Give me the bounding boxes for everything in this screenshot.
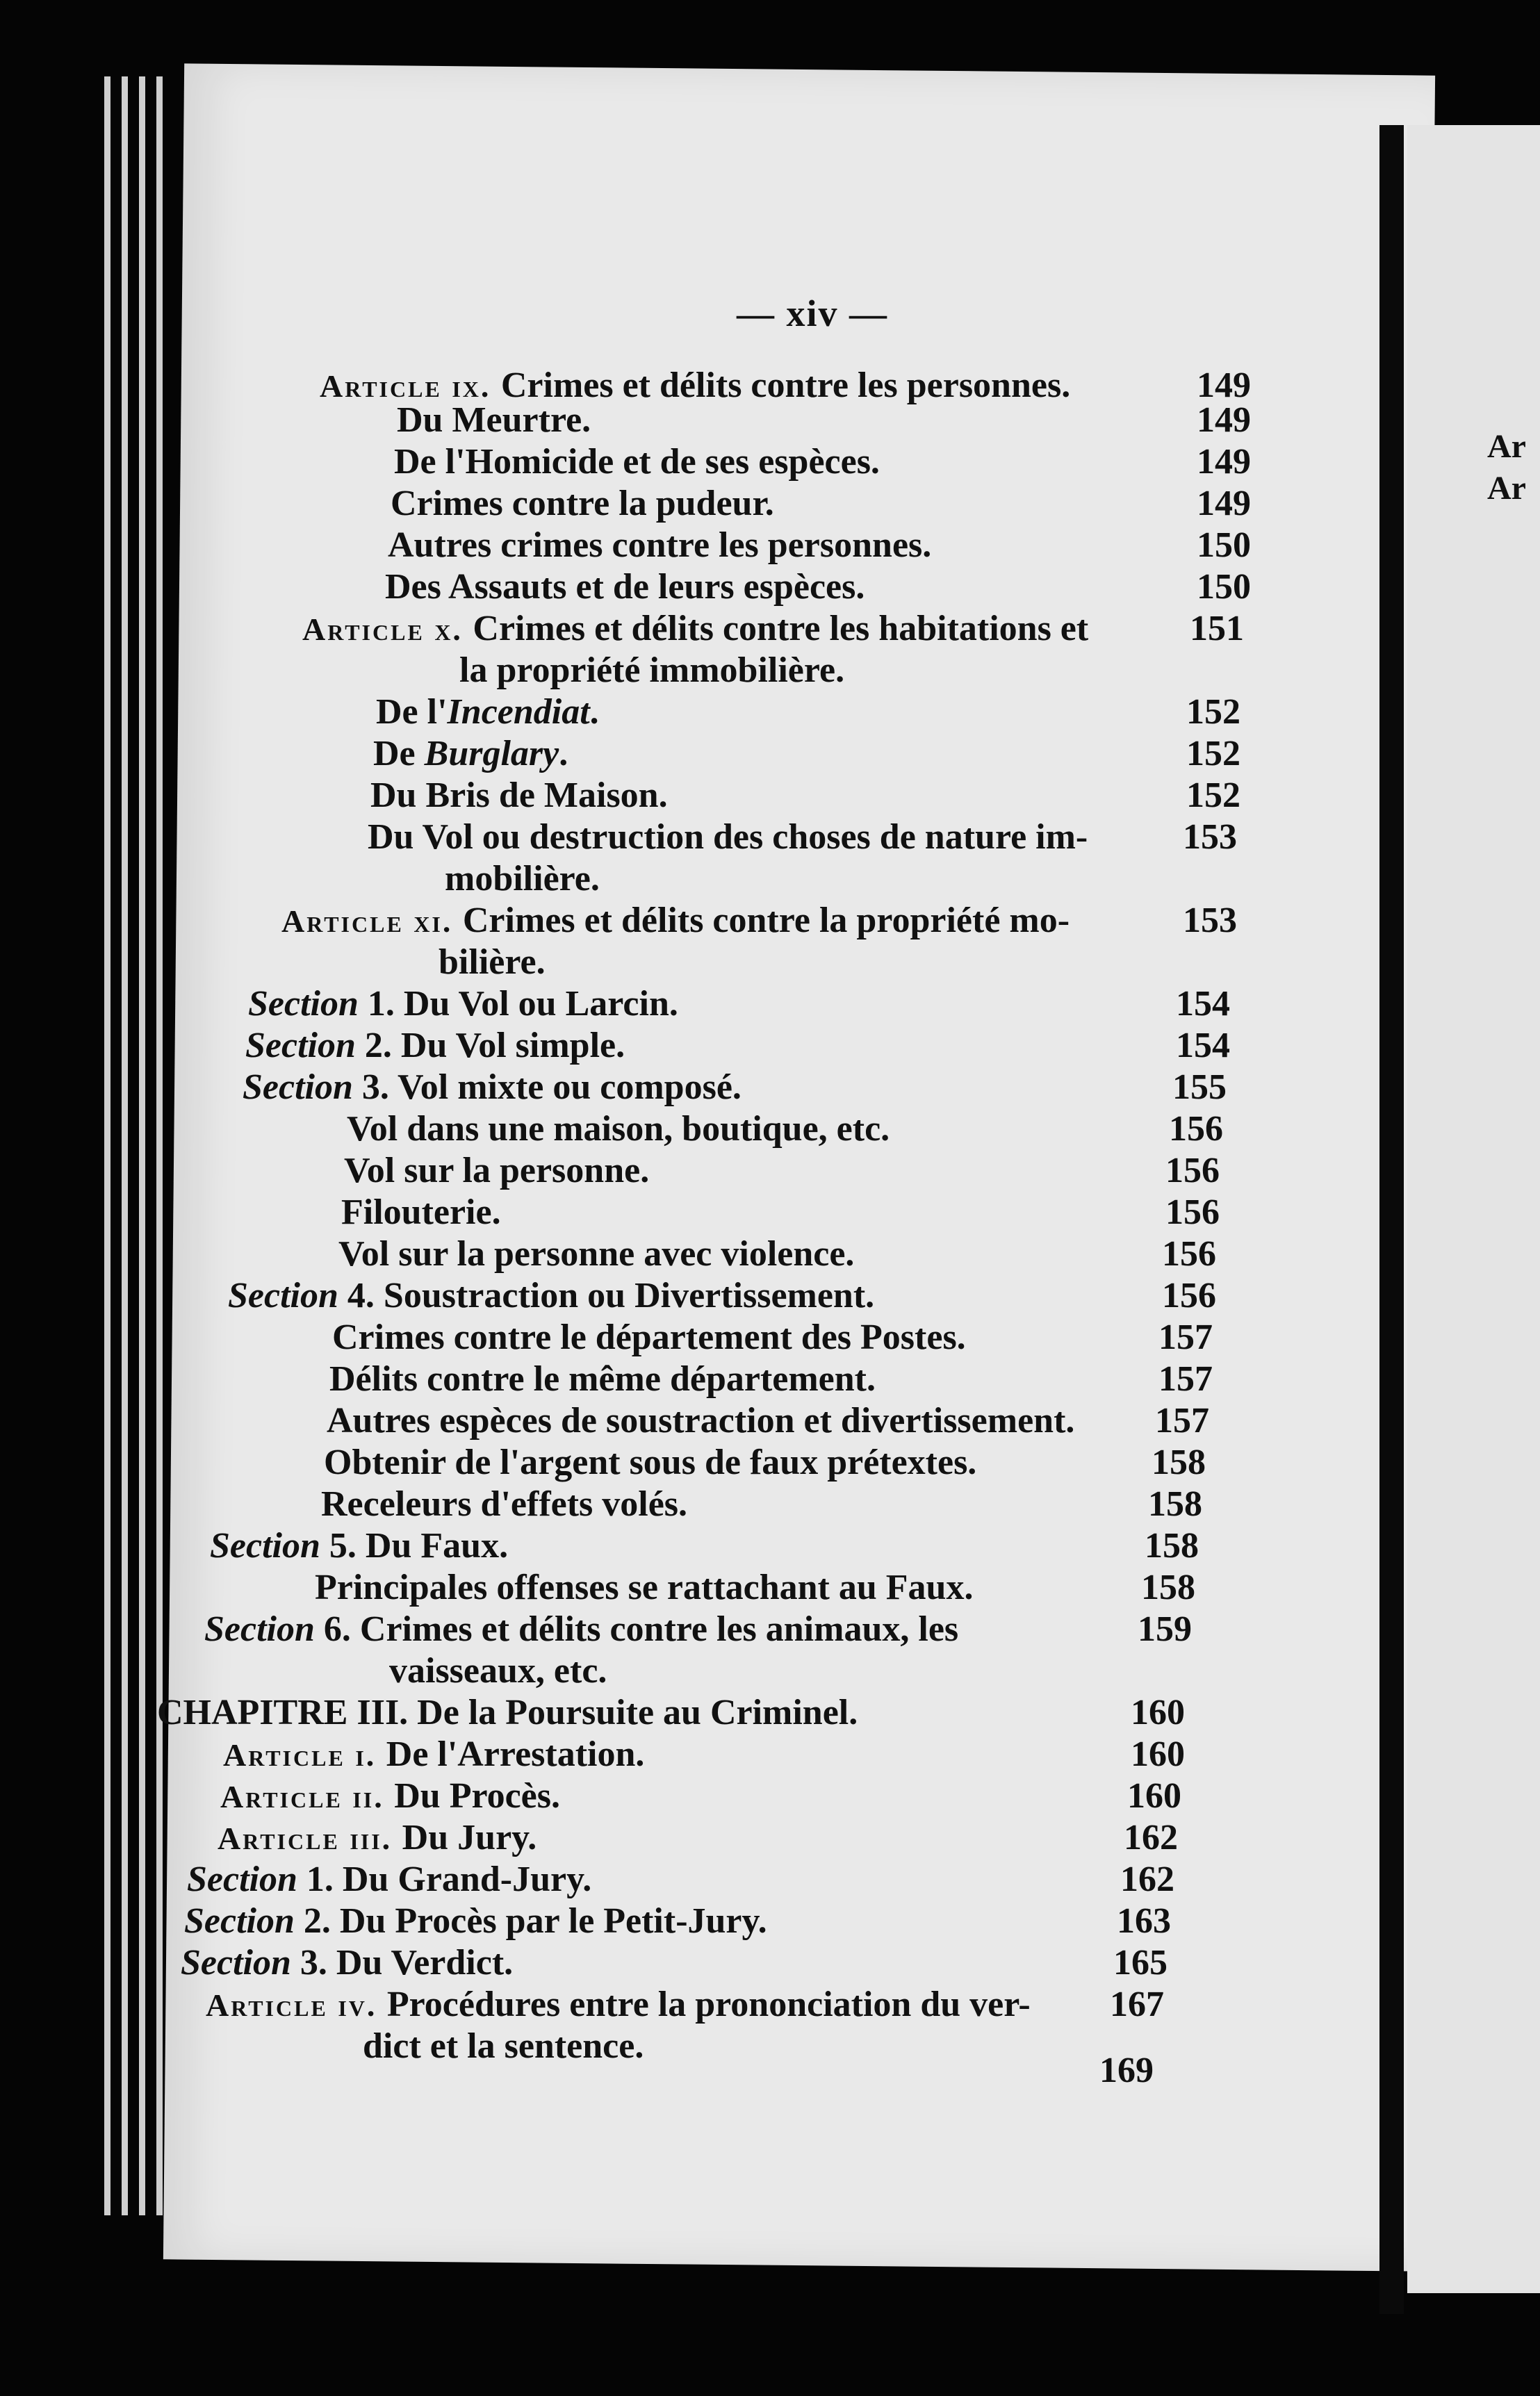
section-label: Section [204, 1609, 315, 1649]
entry-text: Délits contre le même département. [329, 1359, 876, 1399]
section-label: Section [248, 984, 359, 1024]
entry-text: Du Procès. [394, 1776, 560, 1816]
entry-text: Filouterie. [341, 1192, 501, 1232]
page-header: — xiv — [737, 293, 889, 334]
entry-text: Du Verdict. [336, 1943, 514, 1983]
toc-entry-sub [321, 1484, 687, 1525]
page-number: 158 [1141, 1568, 1195, 1607]
entry-text: la propriété immobilière. [459, 650, 845, 690]
article-number: iv. [327, 1987, 387, 2023]
page-number: 167 [1110, 1985, 1164, 2024]
article-number: ix. [441, 368, 501, 404]
article-number: ii. [342, 1779, 395, 1814]
section-number: 1. [297, 1860, 343, 1899]
article-number: iii. [339, 1821, 402, 1856]
toc-entry-sub [368, 817, 1088, 858]
toc-entry-section [210, 1525, 508, 1567]
toc-entry-section [204, 1609, 958, 1650]
toc-entry-section [184, 1901, 767, 1942]
entry-text: Autres crimes contre les personnes. [388, 525, 932, 565]
page-number: 157 [1155, 1401, 1209, 1441]
article-number: xi. [403, 903, 463, 939]
page-number: 149 [1197, 400, 1251, 440]
toc-entry-article [281, 900, 1070, 942]
entry-text: Du Bris de Maison. [370, 776, 668, 815]
entry-text: Du Procès par le Petit-Jury. [339, 1901, 767, 1941]
entry-text: Crimes et délits contre les animaux, les [359, 1609, 959, 1649]
entry-text: Principales offenses se rattachant au Faux. [315, 1568, 974, 1607]
page-number: 155 [1172, 1067, 1227, 1107]
entry-text: De l'Arrestation. [386, 1734, 645, 1774]
page-number: 149 [1197, 484, 1251, 523]
page-number: 156 [1162, 1234, 1216, 1274]
entry-text: Crimes contre le département des Postes. [332, 1318, 966, 1357]
entry-text: Crimes et délits contre la propriété mo- [462, 901, 1070, 940]
toc-entry-sub [324, 1442, 976, 1484]
article-label: Article [206, 1987, 328, 2023]
entry-text-prefix: De l' [376, 692, 448, 732]
entry-text-suffix: . [589, 692, 599, 732]
article-label: Article [320, 368, 442, 404]
toc-entry-sub [385, 566, 865, 608]
toc-entry-article [223, 1734, 644, 1776]
toc-entry-cont [439, 942, 546, 983]
toc-entry-sub [376, 691, 599, 733]
page-number: 152 [1186, 734, 1240, 773]
article-label: Article [281, 903, 404, 939]
entry-text: Du Grand-Jury. [342, 1860, 592, 1899]
section-number: 6. [314, 1609, 360, 1649]
section-label: Section [184, 1901, 295, 1941]
page-number: 158 [1145, 1526, 1199, 1566]
section-number: 3. [352, 1067, 398, 1107]
toc-entry-cont [445, 858, 600, 900]
toc-entry-sub [329, 1359, 876, 1400]
article-label: Article [223, 1737, 345, 1773]
entry-text: Autres espèces de soustraction et divertissement. [327, 1401, 1075, 1441]
toc-entry-sub [344, 1150, 649, 1192]
page-number: 153 [1183, 817, 1237, 857]
page-number: 163 [1117, 1901, 1171, 1941]
entry-text: bilière. [439, 942, 546, 982]
article-number: i. [345, 1737, 386, 1773]
toc-entry-sub [388, 525, 931, 566]
page-number: 156 [1165, 1151, 1220, 1190]
toc-entry-article [220, 1775, 560, 1818]
section-number: 5. [320, 1526, 366, 1566]
page-number: 159 [1138, 1609, 1192, 1649]
entry-text: Obtenir de l'argent sous de faux prétextes. [324, 1443, 977, 1482]
page-number: 149 [1197, 442, 1251, 482]
toc-entry-sub [338, 1233, 854, 1275]
entry-text-italic: Incendiat [447, 692, 590, 732]
toc-entry-cont [363, 2026, 644, 2067]
page-number: 150 [1197, 525, 1251, 565]
entry-text: Crimes et délits contre les habitations et [473, 609, 1089, 648]
entry-text: Du Vol ou Larcin. [403, 984, 678, 1024]
page-number: 157 [1158, 1318, 1213, 1357]
toc-entry-article [302, 608, 1088, 650]
entry-text: Crimes et délits contre les personnes. [500, 366, 1071, 405]
entry-text: Du Jury. [402, 1818, 537, 1857]
entry-text: Soustraction ou Divertissement. [383, 1276, 875, 1315]
section-number: 3. [290, 1943, 336, 1983]
toc-entry-section [228, 1275, 874, 1317]
page-number: 153 [1183, 901, 1237, 940]
section-label: Section [243, 1067, 353, 1107]
toc-entry-section [245, 1025, 625, 1067]
page-number: 160 [1131, 1693, 1185, 1732]
page-number: 152 [1186, 692, 1240, 732]
article-label: Article [218, 1821, 340, 1856]
section-number: 2. [294, 1901, 340, 1941]
entry-text: Vol sur la personne. [344, 1151, 650, 1190]
page-number: 149 [1197, 366, 1251, 405]
facing-page-fragment: Ar [1487, 470, 1526, 507]
section-label: Section [245, 1026, 356, 1065]
toc-entry-sub [327, 1400, 1074, 1442]
page-number: 150 [1197, 567, 1251, 607]
page-number: 156 [1162, 1276, 1216, 1315]
toc-entry-section [248, 983, 678, 1025]
toc-entry-sub [373, 733, 568, 775]
page-number: 169 [1099, 2051, 1154, 2090]
entry-text: Vol sur la personne avec violence. [338, 1234, 855, 1274]
entry-text: Du Vol simple. [400, 1026, 625, 1065]
toc-entry-section [181, 1942, 513, 1984]
toc-entry-sub [394, 441, 880, 483]
entry-text: vaisseaux, etc. [389, 1651, 607, 1691]
entry-text-prefix: De [373, 734, 425, 773]
entry-text: CHAPITRE III. De la Poursuite au Criminel. [157, 1693, 858, 1732]
toc-entry-section [243, 1067, 742, 1108]
toc-entry-cont [389, 1650, 607, 1692]
facing-page-fragment: Ar [1487, 428, 1526, 465]
entry-text: Du Faux. [365, 1526, 509, 1566]
page-number: 160 [1131, 1734, 1185, 1774]
page-number: 160 [1127, 1776, 1181, 1816]
toc-entry-section [187, 1859, 591, 1901]
toc-entry-sub [315, 1567, 973, 1609]
section-label: Section [187, 1860, 297, 1899]
toc-entry-sub [347, 1108, 890, 1150]
entry-text: Du Meurtre. [397, 400, 591, 440]
entry-text: De l'Homicide et de ses espèces. [394, 442, 880, 482]
page-number: 156 [1169, 1109, 1223, 1149]
entry-text: Du Vol ou destruction des choses de nature im- [368, 817, 1088, 857]
page-number: 162 [1124, 1818, 1178, 1857]
section-number: 1. [358, 984, 404, 1024]
section-number: 4. [338, 1276, 384, 1315]
page-number: 154 [1176, 984, 1230, 1024]
toc-entry-chapter [157, 1692, 858, 1734]
toc-entry-sub [370, 775, 668, 817]
toc-entry-article [218, 1817, 536, 1860]
section-label: Section [228, 1276, 338, 1315]
entry-text: dict et la sentence. [363, 2026, 644, 2066]
page-number: 151 [1190, 609, 1244, 648]
entry-text: Vol mixte ou composé. [397, 1067, 742, 1107]
section-label: Section [181, 1943, 291, 1983]
toc-entry-sub [391, 483, 774, 525]
article-number: x. [424, 612, 473, 647]
toc-entry-sub [341, 1192, 501, 1233]
toc-entry-sub [397, 400, 591, 441]
toc-entry-article [206, 1984, 1031, 2026]
page-number: 158 [1148, 1484, 1202, 1524]
article-label: Article [302, 612, 425, 647]
section-number: 2. [355, 1026, 401, 1065]
entry-text: Crimes contre la pudeur. [391, 484, 774, 523]
entry-text-suffix: . [559, 734, 568, 773]
page-number: 154 [1176, 1026, 1230, 1065]
page-number: 162 [1120, 1860, 1174, 1899]
article-label: Article [220, 1779, 343, 1814]
entry-text-italic: Burglary [424, 734, 559, 773]
toc-entry-cont [459, 650, 844, 691]
entry-text: Vol dans une maison, boutique, etc. [347, 1109, 890, 1149]
entry-text: Procédures entre la prononciation du ver- [386, 1985, 1031, 2024]
section-label: Section [210, 1526, 320, 1566]
page-number: 156 [1165, 1192, 1220, 1232]
page-number: 157 [1158, 1359, 1213, 1399]
page-number: 165 [1113, 1943, 1168, 1983]
entry-text: Des Assauts et de leurs espèces. [385, 567, 865, 607]
toc-entry-sub [332, 1317, 966, 1359]
entry-text: Receleurs d'effets volés. [321, 1484, 688, 1524]
entry-text: mobilière. [445, 859, 600, 899]
page-number: 158 [1152, 1443, 1206, 1482]
page-number: 152 [1186, 776, 1240, 815]
